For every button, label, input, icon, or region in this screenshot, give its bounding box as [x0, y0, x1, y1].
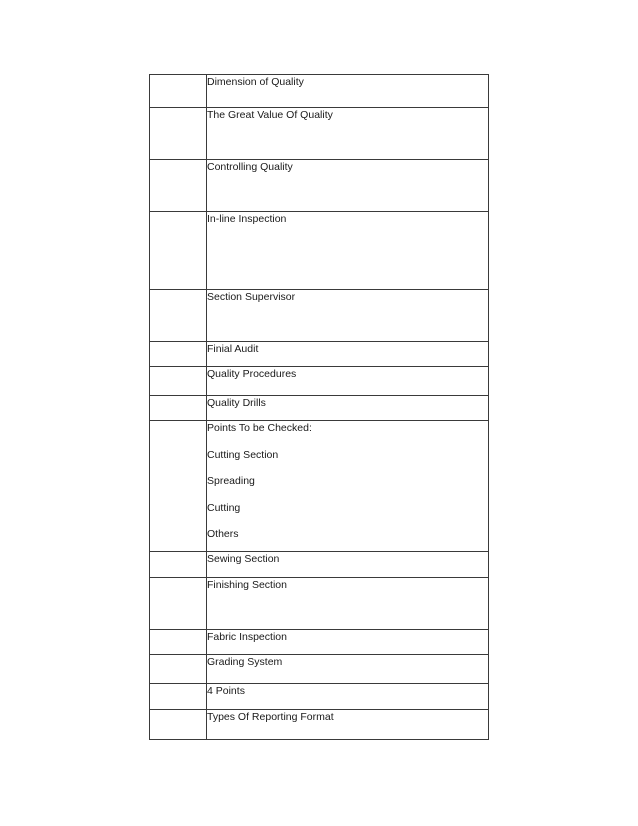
table-row: [150, 160, 489, 212]
number-cell: [150, 367, 207, 396]
topic-cell: [207, 108, 489, 160]
table-row: [150, 212, 489, 290]
subtopic-text: Cutting Section: [207, 448, 279, 461]
table-row: [150, 710, 489, 740]
number-cell: [150, 710, 207, 740]
topic-cell: [207, 578, 489, 630]
topic-text: 4 Points: [207, 685, 245, 697]
topic-cell: [207, 396, 489, 421]
topic-cell: [207, 75, 489, 108]
table-row: [150, 552, 489, 578]
table-row: [150, 630, 489, 655]
topic-text: Grading System: [207, 656, 283, 668]
number-cell: [150, 578, 207, 630]
subtopic-text: Others: [207, 528, 239, 540]
number-cell: [150, 552, 207, 578]
table-row: [150, 367, 489, 396]
number-cell: [150, 290, 207, 342]
topic-cell: [207, 290, 489, 342]
topic-text: Section Supervisor: [207, 291, 296, 303]
topic-text: Dimension of Quality: [207, 76, 304, 88]
number-cell: [150, 108, 207, 160]
topic-cell: [207, 630, 489, 655]
subtopic-text: Spreading: [207, 475, 255, 487]
table-row: [150, 290, 489, 342]
topic-text: In-line Inspection: [207, 213, 287, 225]
topic-text: Quality Procedures: [207, 368, 297, 380]
number-cell: [150, 75, 207, 108]
contents-table: [149, 74, 489, 740]
topic-cell: [207, 367, 489, 396]
topic-heading: Points To be Checked:: [207, 422, 312, 434]
topic-cell: [207, 212, 489, 290]
number-cell: [150, 684, 207, 710]
topic-cell: [207, 684, 489, 710]
table-row: [150, 108, 489, 160]
subtopic-text: Cutting: [207, 501, 241, 514]
topic-cell: [207, 552, 489, 578]
table-row: [150, 655, 489, 684]
topic-cell: [207, 710, 489, 740]
topic-cell: [207, 160, 489, 212]
topic-text: Finishing Section: [207, 579, 287, 591]
number-cell: [150, 396, 207, 421]
topic-text: Quality Drills: [207, 397, 266, 409]
table-row: [150, 396, 489, 421]
table-row: [150, 342, 489, 367]
table-row: [150, 75, 489, 108]
topic-cell: [207, 421, 489, 552]
topic-text: Controlling Quality: [207, 161, 293, 173]
topic-text: Sewing Section: [207, 553, 280, 565]
number-cell: [150, 160, 207, 212]
table-row: [150, 421, 489, 552]
topic-text: Types Of Reporting Format: [207, 711, 334, 723]
topic-text: Fabric Inspection: [207, 631, 287, 643]
table-row: [150, 684, 489, 710]
topic-cell: [207, 655, 489, 684]
number-cell: [150, 212, 207, 290]
number-cell: [150, 342, 207, 367]
number-cell: [150, 630, 207, 655]
number-cell: [150, 655, 207, 684]
topic-text: The Great Value Of Quality: [207, 109, 333, 121]
table-row: [150, 578, 489, 630]
topic-text: Finial Audit: [207, 343, 259, 355]
number-cell: [150, 421, 207, 552]
topic-cell: [207, 342, 489, 367]
